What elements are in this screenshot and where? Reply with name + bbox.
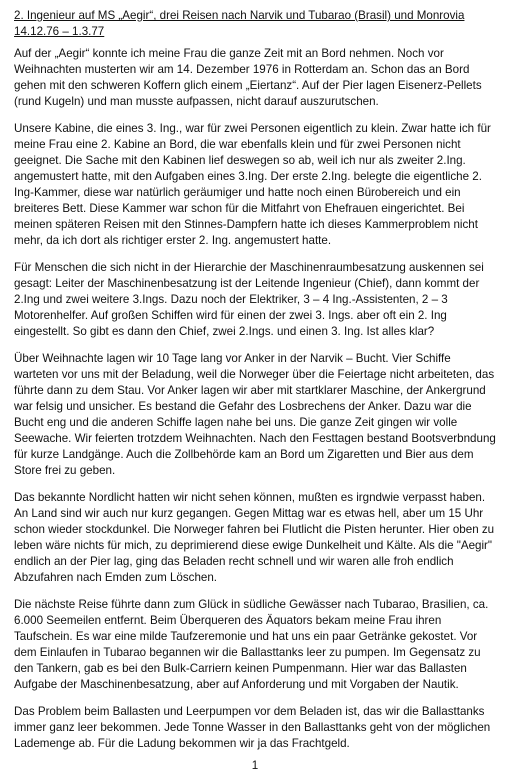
paragraph-2: Unsere Kabine, die eines 3. Ing., war für zwei Personen eigentlich zu klein. Zwar hatte ich für meine Frau eine 2. Kabine an Bord, die war ebenfalls klein und für zwei Personen nicht geeignet. Die Sache mit den Kabinen lief deswegen so ab, weil ich nur als zweiter 2.Ing. angemustert hatte, mit den Aufgaben eines 3.Ing. Der erste 2.Ing. belegte die eigentliche 2. Ing-Kammer, diese war natürlich geräumiger und hatte noch einen Bürobereich und ein breiteres Bett. Diese Kammer war schon für die Mitfahrt von Ehefrauen eingerichtet. Bei meinen späteren Reisen mit den Stinnes-Dampfern hatte ich dieses Kammerproblem nicht mehr, da ich dort als richtiger erster 2. Ing. angemustert hatte. <box>14 122 491 247</box>
paragraph-3: Für Menschen die sich nicht in der Hierarchie der Maschinenraumbesatzung auskennen sei gesagt: Leiter der Maschinenbesatzung ist der Leitende Ingenieur (Chief), dann kommt der 2.Ing und zwei weitere 3.Ings. Dazu noch der Elektriker, 3 – 4 Ing.-Assistenten, 2 – 3 Motorenhelfer. Auf großen Schiffen wird für einen der zwei 3. Ings. aber oft ein 2. Ing eingestellt. So gibt es dann den Chief, zwei 2.Ings. und einen 3. Ing. Ist alles klar? <box>14 261 484 338</box>
paragraph-5: Das bekannte Nordlicht hatten wir nicht sehen können, mußten es irgndwie verpasst haben. An Land sind wir auch nur kurz gegangen. Gegen Mittag war es etwas hell, aber um 15 Uhr schon wieder stockdunkel. Die Norweger fahren bei Flutlicht die Pisten herunter. Hier oben zu leben wäre nichts für mich, zu deprimierend diese ewige Dunkelheit und Kälte. Als die "Aegir" endlich an der Pier lag, ging das Beladen recht schnell und wir waren alle froh endlich Abzufahren nach Emden zum Löschen. <box>14 491 495 584</box>
paragraph-6: Die nächste Reise führte dann zum Glück in südliche Gewässer nach Tubarao, Brasilien, ca. 6.000 Seemeilen entfernt. Beim Überqueren des Äquators bekam meine Frau ihren Taufschein. Es war eine milde Taufzeremonie und hat uns ein paar Getränke gekostet. Vor dem Einlaufen in Tubarao begannen wir die Ballasttanks leer zu pumpen. Im Gegensatz zu den Tankern, gab es bei den Bulk-Carriern keinen Pumpenmann. Hier war das Ballasten Aufgabe der Maschinenbesatzung, aber auf Anforderung und mit Vorgaben der Nautik. <box>14 598 489 691</box>
document-title <box>14 8 498 40</box>
page-number: 1 <box>251 759 259 772</box>
paragraph-7: Das Problem beim Ballasten und Leerpumpen vor dem Beladen ist, das wir die Ballasttanks immer ganz leer bekommen. Jede Tonne Wasser in den Ballasttanks geht von der möglichen Lademenge ab. Für die Ladung bekommen wir ja das Frachtgeld. <box>14 705 491 750</box>
paragraph-1: Auf der „Aegir“ konnte ich meine Frau die ganze Zeit mit an Bord nehmen. Noch vor Weihnachten musterten wir am 14. Dezember 1976 in Rotterdam an. Schon das an Bord gehen mit den schweren Koffern glich einem „Eiertanz“. Auf der Pier lagen Eisenerz-Pellets (rund Kugeln) und man musste aufpassen, nicht darauf auszurutschen. <box>14 47 482 108</box>
paragraph-4: Über Weihnachte lagen wir 10 Tage lang vor Anker in der Narvik – Bucht. Vier Schiffe warteten vor uns mit der Beladung, weil die Norweger über die Feiertage nicht arbeiteten, das führte dann zu dem Stau. Vor Anker lagen wir aber mit startklarer Maschine, der Ankergrund war felsig und unsicher. Es bestand die Gefahr des Losbrechens der Anker. Dazu war die Bucht eng und die anderen Schiffe lagen nahe bei uns. Die ganze Zeit gingen wir volle Seewache. Wir feierten trotzdem Weihnachten. Nach den Festtagen bestand Bootsverbndung für kurze Landgänge. Auch die Zollbehörde kam an Bord um Zigaretten und Bier aus dem Store frei zu geben. <box>14 352 496 477</box>
title-line-1: 2. Ingenieur auf MS „Aegir“, drei Reisen nach Narvik und Tubarao (Brasil) und Monrovia <box>14 9 465 22</box>
title-line-2: 14.12.76 – 1.3.77 <box>14 25 105 38</box>
